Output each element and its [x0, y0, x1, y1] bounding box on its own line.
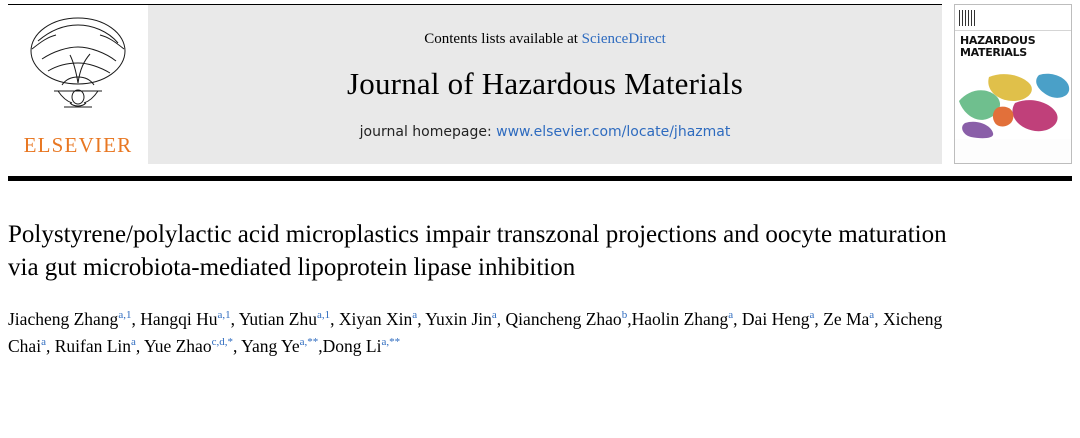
article-title: Polystyrene/polylactic acid microplastics impair transzonal projections and oocyte maturation via gut microbiota-mediated lipoprotein lipase inhibition	[8, 221, 947, 281]
article-header	[8, 218, 968, 359]
author-name: Dai Heng	[741, 309, 810, 329]
author-name: Yuxin Jin	[425, 309, 492, 329]
author-name: Ze Ma	[823, 309, 870, 329]
author-entry	[823, 309, 883, 329]
author-separator: ,	[417, 309, 426, 329]
author-name: Hangqi Hu	[140, 309, 218, 329]
author-affiliation-mark: b	[621, 309, 628, 322]
author-name: Qiancheng Zhao	[505, 309, 622, 329]
author-affiliation-mark: a	[809, 309, 815, 322]
barcode-icon	[959, 10, 977, 26]
author-name: Yutian Zhu	[238, 309, 317, 329]
author-separator: ,	[318, 335, 323, 356]
contents-available-line	[424, 31, 666, 48]
cover-header-strip	[955, 5, 1071, 31]
author-separator: ,	[45, 335, 55, 356]
author-entry	[140, 309, 239, 329]
author-separator: ,	[330, 309, 339, 329]
author-entry	[323, 336, 400, 356]
cover-title-line1: HAZARDOUS	[960, 34, 1036, 47]
author-entry	[425, 309, 505, 329]
author-affiliation-mark: a,**	[381, 335, 401, 348]
author-separator: ,	[496, 309, 506, 329]
author-name: Yue Zhao	[144, 335, 212, 356]
author-entry	[55, 336, 144, 356]
author-separator: ,	[814, 309, 824, 329]
author-affiliation-mark: a,1	[118, 309, 132, 322]
author-affiliation-mark: a	[491, 309, 497, 322]
author-separator: ,	[135, 335, 145, 356]
author-entry	[742, 309, 823, 329]
author-affiliation-mark: a,1	[217, 309, 231, 322]
journal-masthead	[8, 4, 1072, 164]
author-affiliation-mark: a	[728, 309, 734, 322]
author-separator: ,	[230, 309, 239, 329]
author-entry	[8, 309, 140, 329]
author-separator: ,	[627, 309, 632, 329]
cover-title-line2: MATERIALS	[960, 45, 1027, 59]
author-list	[8, 306, 968, 359]
author-name: Dong Li	[322, 335, 382, 356]
author-entry	[239, 309, 339, 329]
elsevier-tree-icon	[18, 11, 138, 119]
author-separator: ,	[733, 309, 742, 329]
author-name: Yang Ye	[241, 335, 300, 356]
contents-prefix: Contents lists available at	[424, 31, 578, 47]
author-name: Jiacheng Zhang	[8, 309, 119, 329]
elsevier-logo	[8, 4, 148, 164]
author-name: Xiyan Xin	[338, 309, 413, 329]
author-entry	[339, 309, 425, 329]
cover-world-map-icon	[955, 67, 1072, 139]
masthead-center	[148, 4, 942, 164]
author-entry	[506, 309, 632, 329]
author-entry	[632, 309, 742, 329]
author-separator: ,	[232, 335, 242, 356]
author-separator: ,	[131, 309, 141, 329]
author-affiliation-mark: a	[41, 335, 46, 348]
author-name: Xicheng Chai	[8, 309, 943, 356]
author-separator: ,	[874, 309, 883, 329]
masthead-divider	[8, 176, 1072, 181]
author-affiliation-mark: a	[869, 309, 875, 322]
journal-cover-thumbnail	[954, 4, 1072, 164]
author-affiliation-mark: a,1	[317, 309, 331, 322]
journal-homepage-line	[360, 124, 731, 140]
author-affiliation-mark: a	[131, 335, 136, 348]
author-name: Ruifan Lin	[54, 335, 132, 356]
author-affiliation-mark: a	[412, 309, 418, 322]
author-entry	[241, 336, 323, 356]
author-affiliation-mark: c,d,*	[211, 335, 233, 348]
elsevier-wordmark: ELSEVIER	[23, 133, 133, 157]
author-affiliation-mark: a,**	[299, 335, 319, 348]
cover-artwork	[955, 67, 1071, 163]
author-name: Haolin Zhang	[631, 309, 729, 329]
cover-journal-name	[955, 31, 1071, 60]
homepage-prefix: journal homepage:	[359, 124, 492, 140]
journal-title: Journal of Hazardous Materials	[347, 66, 743, 101]
author-entry	[144, 336, 241, 356]
sciencedirect-link[interactable]: ScienceDirect	[581, 31, 666, 47]
journal-homepage-link[interactable]: www.elsevier.com/locate/jhazmat	[496, 124, 731, 140]
